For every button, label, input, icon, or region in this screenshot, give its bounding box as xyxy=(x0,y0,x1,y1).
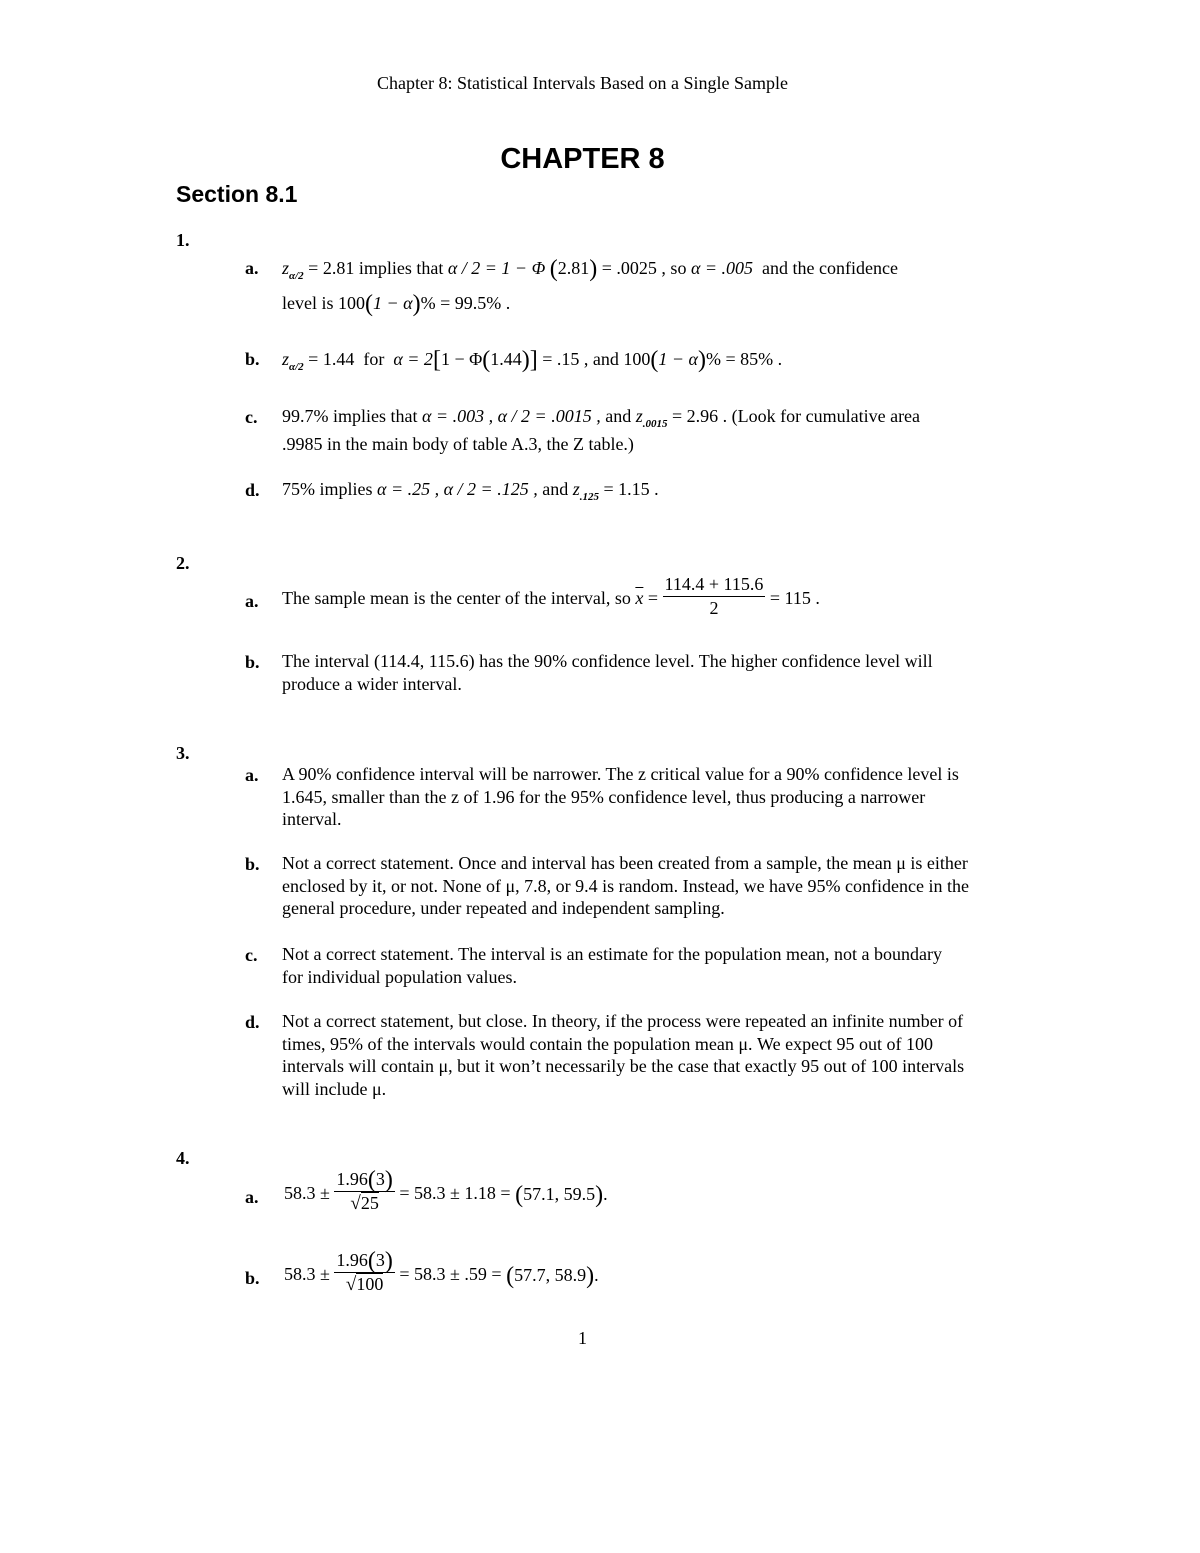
part-label-3c: c. xyxy=(245,945,258,965)
answer-1c: 99.7% implies that α = .003 , α / 2 = .0015 , and $z_{.0015} = 2.96$ . (Look for cumulative area .9985 in the main body of table A.3, the Z table.) xyxy=(282,406,921,454)
page-number: 1 xyxy=(578,1328,587,1348)
answer-1d: 75% implies α = .25 , α / 2 = .125 , and $z_{.125} = 1.15$ . xyxy=(282,479,659,503)
answer-2b: The interval (114.4, 115.6) has the 90% confidence level. The higher confidence level will produce a wider interval. xyxy=(282,651,933,694)
part-label-1c: c. xyxy=(245,407,258,427)
question-number-4: 4. xyxy=(176,1148,190,1168)
running-header: Chapter 8: Statistical Intervals Based on a Single Sample xyxy=(377,73,788,93)
answer-3a: A 90% confidence interval will be narrower. The z critical value for a 90% confidence level is 1.645, smaller than the z of 1.96 for the 95% confidence level, thus producing a narrower interval. xyxy=(282,764,959,829)
part-label-1d: d. xyxy=(245,480,260,500)
answer-4b: 58.3 ± $\frac{1.96(3)}{√100}$ = 58.3 ± .59 = (57.7, 58.9). xyxy=(284,1248,599,1295)
part-label-4a: a. xyxy=(245,1187,259,1207)
fraction-4b: $\frac{1.96(3)}{√100}$ xyxy=(336,1248,393,1295)
chapter-title: CHAPTER 8 xyxy=(500,143,665,175)
answer-3d: Not a correct statement, but close. In theory, if the process were repeated an infinite number of times, 95% of the intervals would contain the population mean μ. We expect 95 out of 100 intervals will contain μ, but it won’t necessarily be the case that exactly 95 out of 100 intervals will include μ. xyxy=(282,1011,965,1099)
sqrt-icon: √ xyxy=(345,1274,357,1295)
answer-3c: Not a correct statement. The interval is an estimate for the population mean, not a boundary for individual population values. xyxy=(282,944,942,987)
part-label-2a: a. xyxy=(245,591,259,611)
answer-3b: Not a correct statement. Once and interval has been created from a sample, the mean μ is either enclosed by it, or not. None of μ, 7.8, or 9.4 is random. Instead, we have 95% confidence in the general procedure, under repeated and independent sampling. xyxy=(282,853,969,918)
fraction-4a: $\frac{1.96(3)}{√25}$ xyxy=(336,1167,393,1214)
part-label-3a: a. xyxy=(245,765,259,785)
sqrt-icon: √ xyxy=(350,1193,361,1214)
part-label-1a: a. xyxy=(245,258,259,278)
answer-1a-line2: level is 100(1 − α)% = 99.5% . xyxy=(282,290,511,317)
part-label-3b: b. xyxy=(245,854,260,874)
part-label-4b: b. xyxy=(245,1268,260,1288)
answer-1a-line1: $z_{\alpha/2} = 2.81$ implies that α / 2 = 1 − Φ (2.81) = .0025 , so α = .005 and the confidence xyxy=(282,256,898,282)
answer-4a: 58.3 ± $\frac{1.96(3)}{√25}$ = 58.3 ± 1.18 = (57.1, 59.5). xyxy=(284,1167,608,1214)
answer-1b: $z_{\alpha/2} = 1.44$ for α = 2[1 − Φ(1.44)] = .15 , and 100(1 − α)% = 85% . xyxy=(282,347,783,373)
question-number-3: 3. xyxy=(176,743,190,763)
part-label-1b: b. xyxy=(245,349,260,369)
answer-1a xyxy=(282,256,1002,317)
fraction-2a: $\frac{114.4 + 115.6}{2}$ xyxy=(664,574,764,618)
part-label-2b: b. xyxy=(245,652,260,672)
question-number-1: 1. xyxy=(176,230,190,250)
answer-2a: The sample mean is the center of the interval, so $\overline{x}$ = $\frac{114.4 + 115.6}{2}$ = 115 . xyxy=(282,574,820,618)
part-label-3d: d. xyxy=(245,1012,260,1032)
question-number-2: 2. xyxy=(176,553,190,573)
section-title: Section 8.1 xyxy=(176,181,298,207)
